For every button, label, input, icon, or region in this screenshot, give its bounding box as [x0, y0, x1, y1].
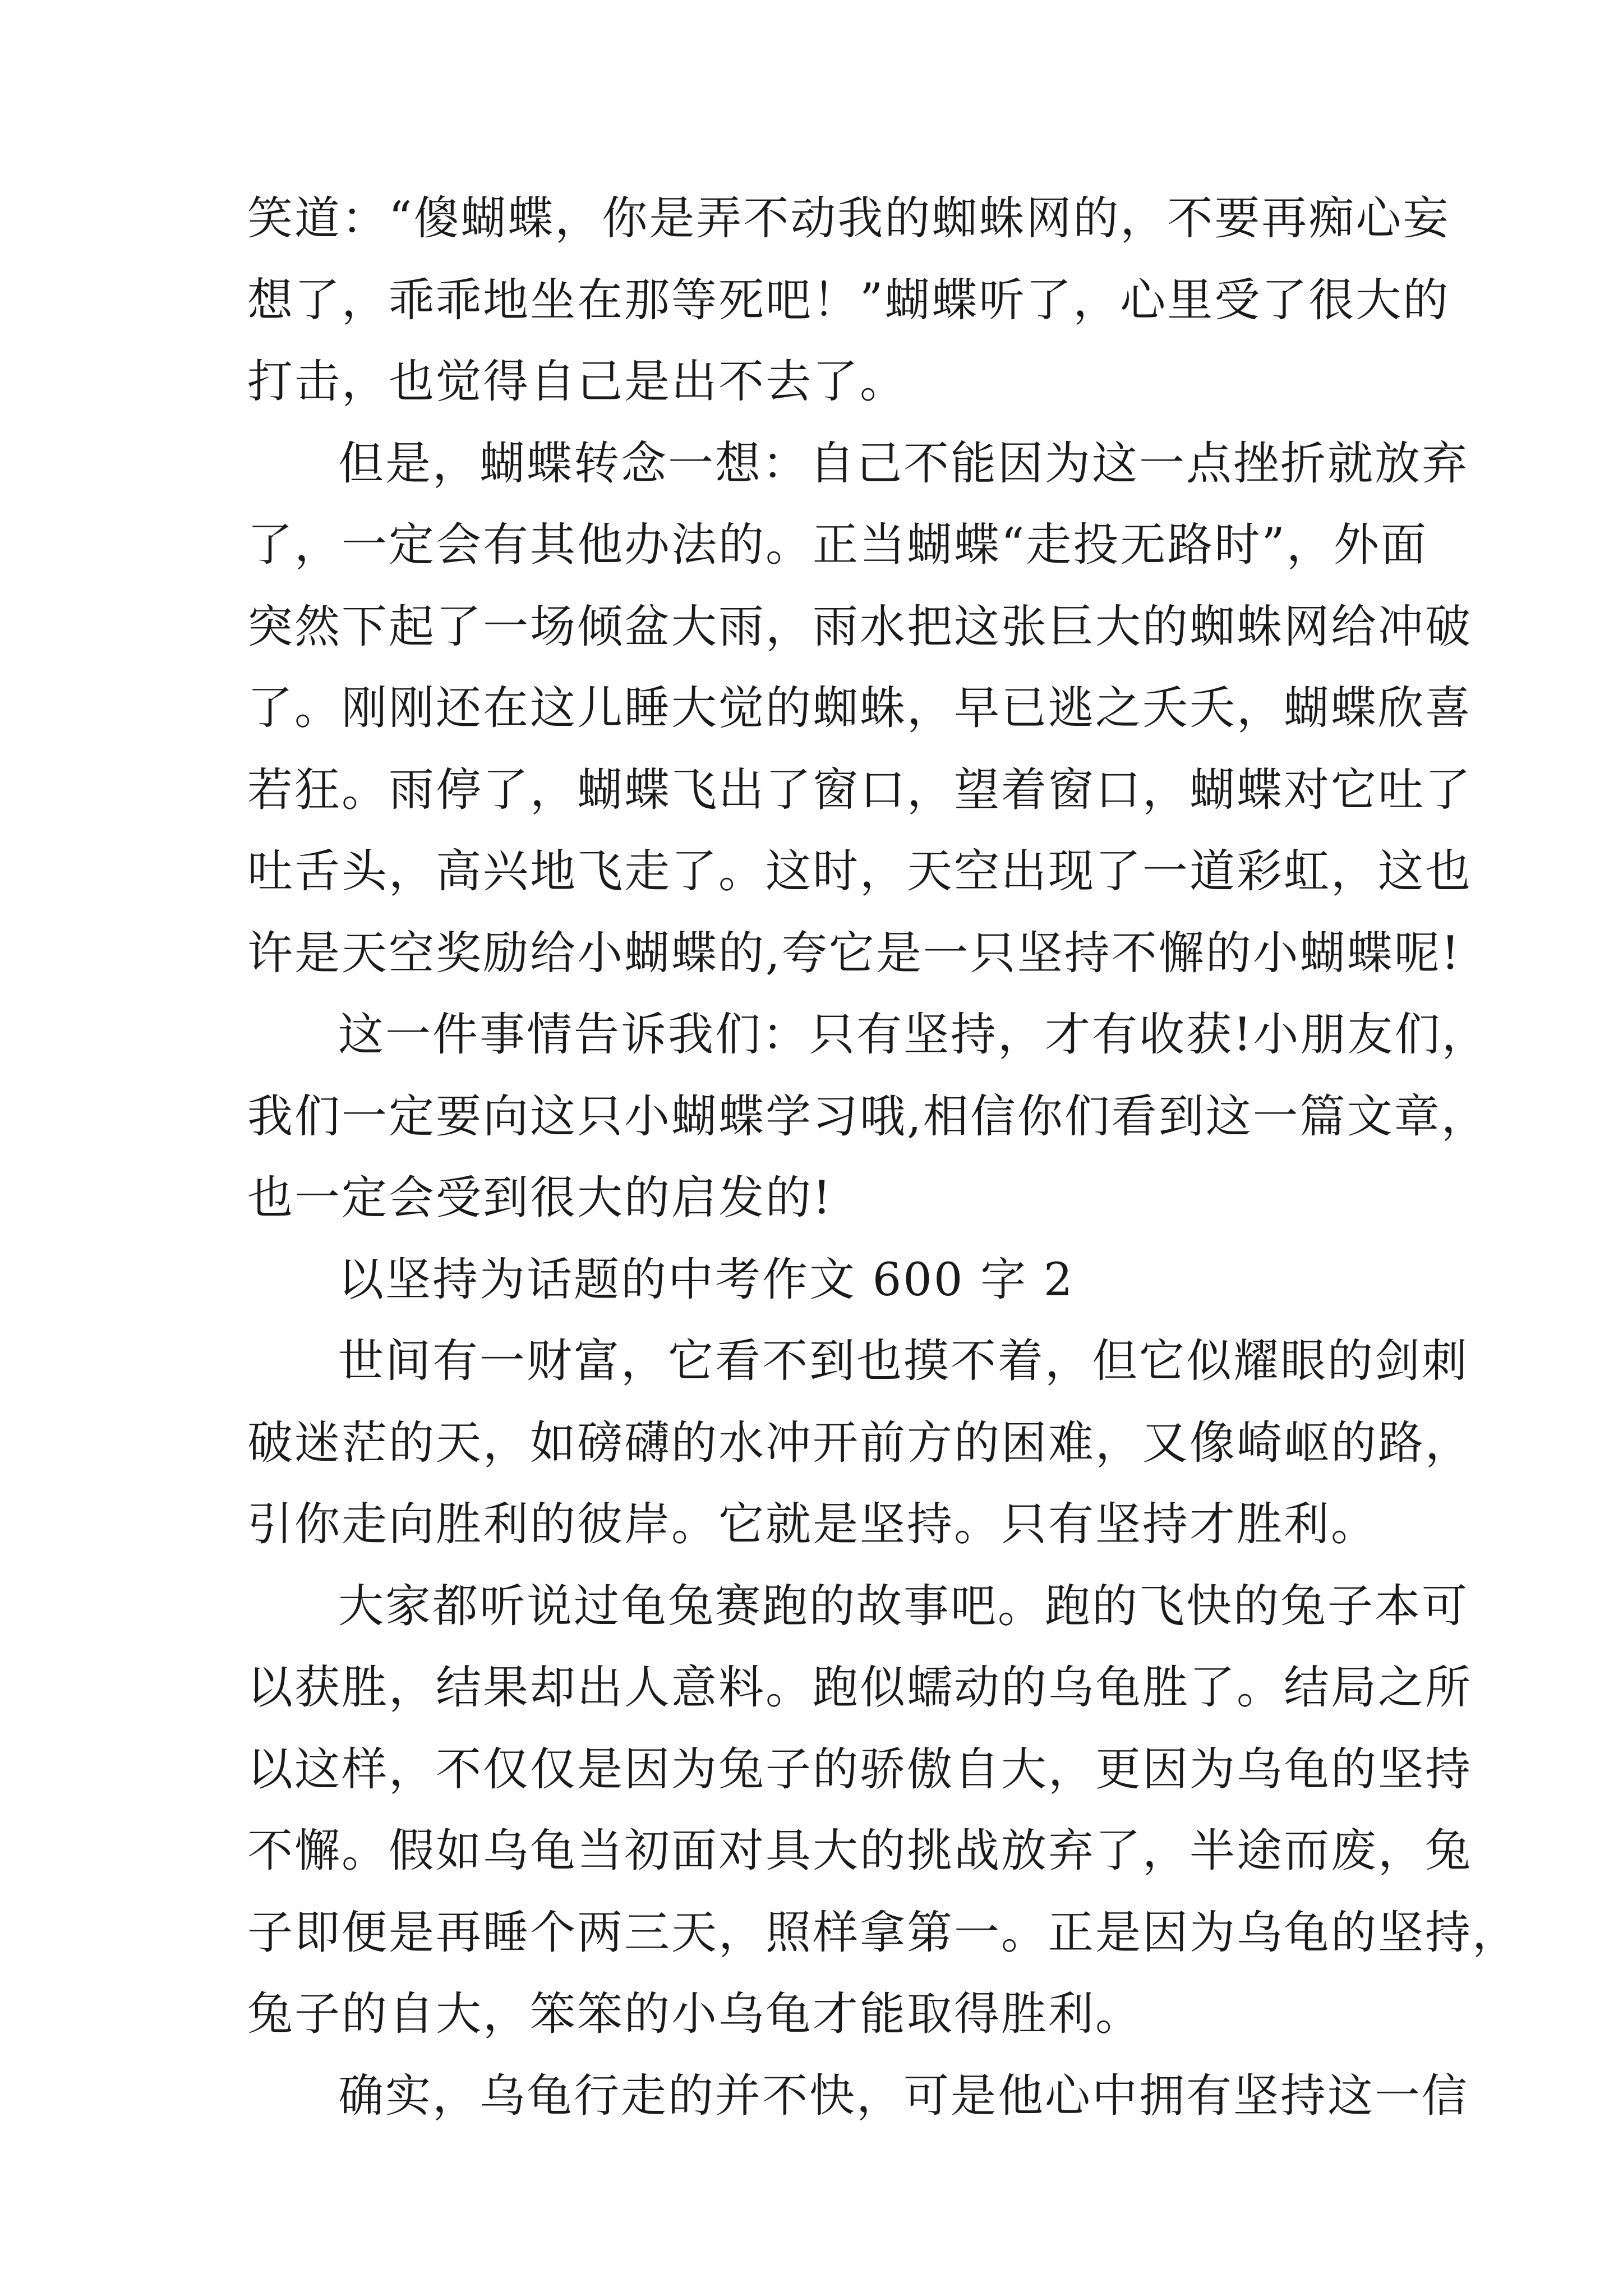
paragraph — [247, 1321, 1473, 1566]
text-line: 不懈。假如乌龟当初面对具大的挑战放弃了，半途而废，兔 — [247, 1825, 1473, 1878]
text-line: 我们一定要向这只小蝴蝶学习哦,相信你们看到这一篇文章， — [247, 1090, 1488, 1143]
paragraph — [247, 178, 1450, 424]
text-line: 想了，乖乖地坐在那等死吧！”蝴蝶听了，心里受了很大的 — [247, 274, 1450, 327]
text-line: 打击，也觉得自己是出不去了。 — [247, 356, 907, 408]
text-line: 了，一定会有其他办法的。正当蝴蝶“走投无路时”，外面 — [247, 519, 1428, 572]
body-text — [247, 178, 1520, 2137]
text-line: 世间有一财富，它看不到也摸不着，但它似耀眼的剑刺 — [338, 1335, 1469, 1388]
text-line: 兔子的自大，笨笨的小乌龟才能取得胜利。 — [247, 1988, 1143, 2041]
text-line: 引你走向胜利的彼岸。它就是坚持。只有坚持才胜利。 — [247, 1498, 1378, 1551]
text-line: 这一件事情告诉我们：只有坚持，才有收获!小朋友们， — [338, 1009, 1489, 1061]
text-line: 大家都听说过龟兔赛跑的故事吧。跑的飞快的兔子本可 — [338, 1580, 1469, 1633]
text-line: 若狂。雨停了，蝴蝶飞出了窗口，望着窗口，蝴蝶对它吐了 — [247, 763, 1473, 817]
paragraph — [247, 424, 1473, 995]
text-line: 破迷茫的天，如磅礴的水冲开前方的困难，又像崎岖的路， — [247, 1416, 1473, 1470]
text-line: 了。刚刚还在这儿睡大觉的蜘蛛，早已逃之夭夭，蝴蝶欣喜 — [247, 682, 1473, 735]
text-line: 以这样，不仅仅是因为兔子的骄傲自大，更因为乌龟的坚持 — [247, 1743, 1473, 1796]
text-line: 子即便是再睡个两三天，照样拿第一。正是因为乌龟的坚持， — [247, 1906, 1520, 1959]
text-line: 但是，蝴蝶转念一想：自己不能因为这一点挫折就放弃 — [338, 437, 1469, 490]
paragraph — [247, 1566, 1520, 2056]
text-line: 吐舌头，高兴地飞走了。这时，天空出现了一道彩虹，这也 — [247, 845, 1473, 898]
text-line: 突然下起了一场倾盆大雨，雨水把这张巨大的蜘蛛网给冲破 — [247, 600, 1473, 654]
text-line: 以获胜，结果却出人意料。跑似蠕动的乌龟胜了。结局之所 — [247, 1662, 1473, 1714]
paragraph — [247, 995, 1489, 1240]
text-line: 也一定会受到很大的启发的! — [247, 1172, 833, 1225]
text-line: 许是天空奖励给小蝴蝶的,夸它是一只坚持不懈的小蝴蝶呢! — [247, 927, 1461, 980]
text-line: 笑道：“傻蝴蝶，你是弄不动我的蜘蛛网的，不要再痴心妄 — [247, 192, 1450, 245]
section-heading — [247, 1240, 1380, 1322]
heading-text: 以坚持为话题的中考作文 600 字 2 — [338, 1253, 1075, 1306]
paragraph — [247, 2056, 1469, 2138]
text-line: 确实，乌龟行走的并不快，可是他心中拥有坚持这一信 — [338, 2069, 1469, 2123]
